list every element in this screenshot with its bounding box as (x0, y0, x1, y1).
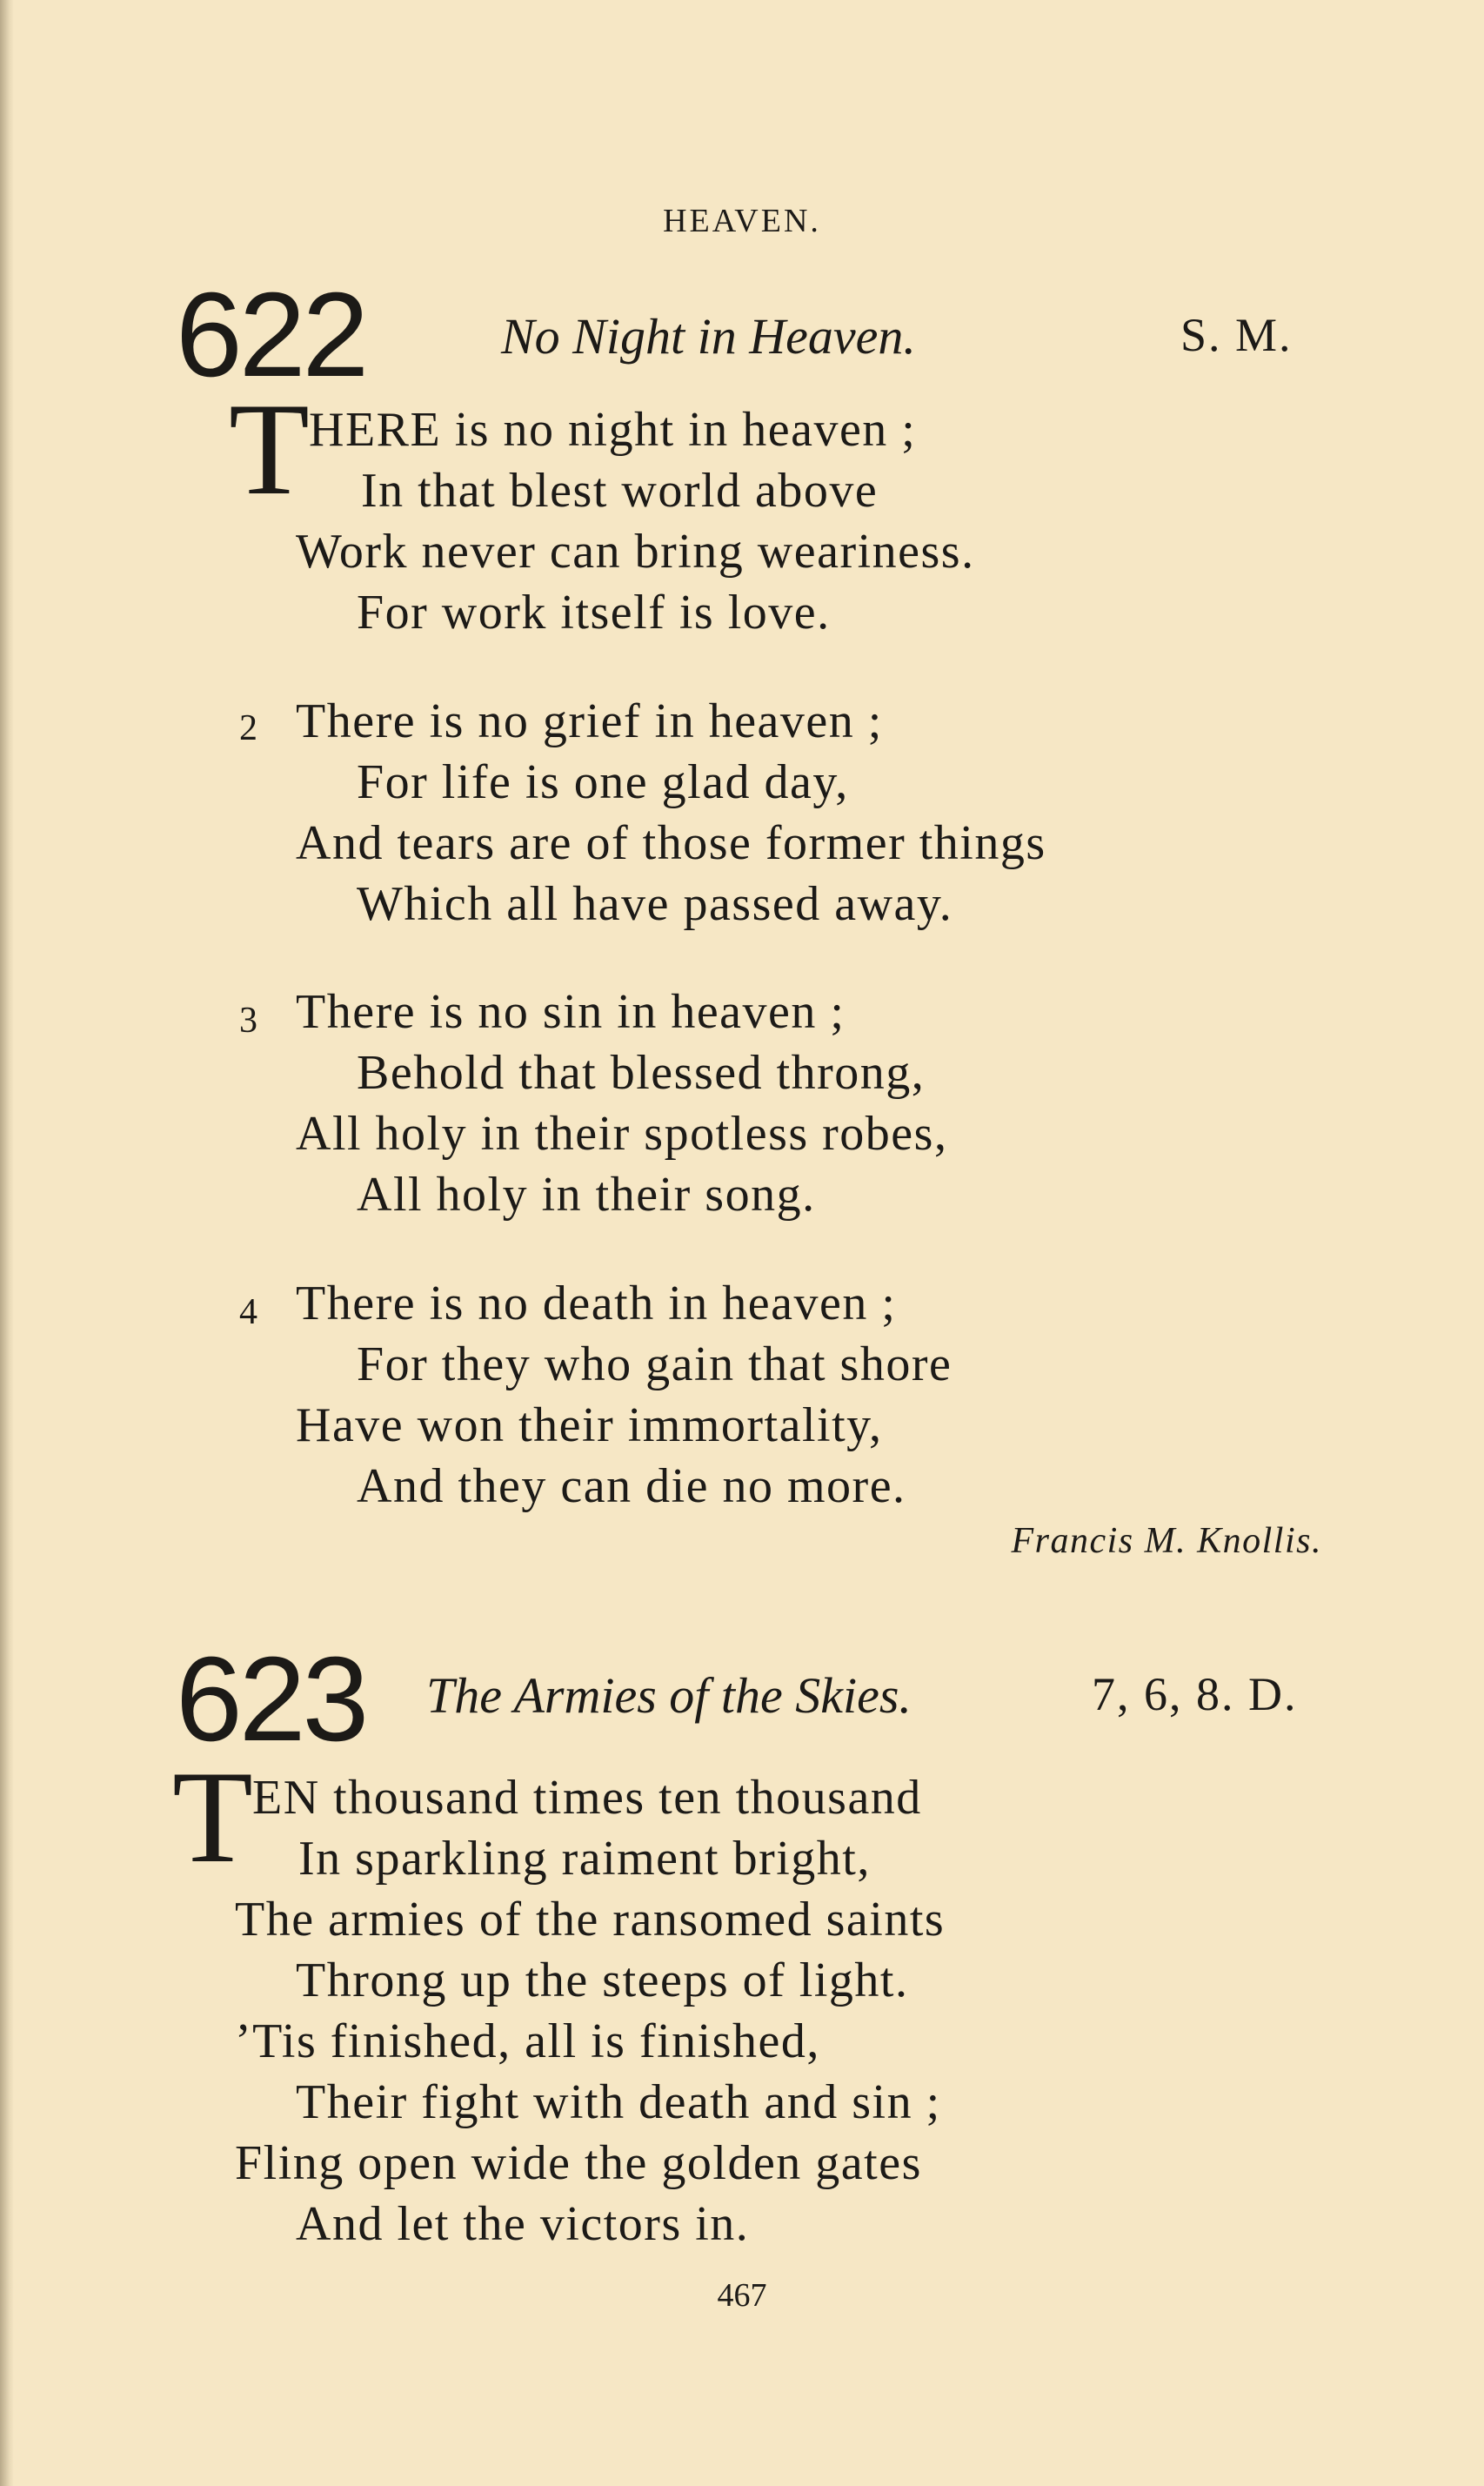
stanza-line: And let the victors in. (296, 2197, 750, 2251)
hymn-meter: S. M. (1180, 309, 1293, 361)
hymn-meter: 7, 6, 8. D. (1092, 1668, 1298, 1720)
verse-number: 3 (239, 1001, 257, 1041)
hymn-number: 622 (176, 268, 366, 402)
drop-cap: T (229, 376, 310, 522)
stanza-line: EN thousand times ten thousand (252, 1771, 922, 1825)
hymn-title: No Night in Heaven. (501, 308, 916, 365)
stanza-line: HERE is no night in heaven ; (309, 403, 917, 457)
stanza-line: Their fight with death and sin ; (296, 2075, 941, 2129)
drop-cap: T (172, 1744, 253, 1890)
book-spine-shadow (0, 0, 14, 2486)
page-number: 467 (717, 2277, 767, 2314)
stanza-line: For life is one glad day, (357, 755, 849, 809)
stanza-line: Throng up the steeps of light. (296, 1953, 909, 2007)
stanza-line: There is no sin in heaven ; (296, 985, 846, 1039)
stanza-line: And they can die no more. (357, 1459, 906, 1513)
stanza-line: Work never can bring weariness. (296, 525, 975, 579)
stanza-line: There is no grief in heaven ; (296, 694, 883, 748)
stanza-line: Behold that blessed throng, (357, 1046, 926, 1100)
hymn-number: 623 (176, 1632, 366, 1766)
hymn-title: The Armies of the Skies. (426, 1667, 912, 1724)
stanza-line: Which all have passed away. (357, 877, 953, 931)
author-attribution: Francis M. Knollis. (1011, 1521, 1322, 1561)
stanza-line: For work itself is love. (357, 586, 831, 640)
verse-number: 2 (239, 708, 257, 748)
stanza-line: And tears are of those former things (296, 816, 1046, 870)
stanza-line: Have won their immortality, (296, 1398, 883, 1452)
stanza-line: ’Tis finished, all is finished, (235, 2014, 820, 2068)
stanza-line: In that blest world above (361, 464, 879, 518)
stanza-line: There is no death in heaven ; (296, 1277, 897, 1330)
verse-number: 4 (239, 1292, 257, 1332)
stanza-line: The armies of the ransomed saints (235, 1893, 946, 1947)
running-head: HEAVEN. (663, 203, 821, 239)
stanza-line: All holy in their song. (357, 1168, 816, 1222)
stanza-line: In sparkling raiment bright, (298, 1832, 871, 1886)
stanza-line: All holy in their spotless robes, (296, 1107, 948, 1161)
stanza-line: Fling open wide the golden gates (235, 2136, 922, 2190)
stanza-line: For they who gain that shore (357, 1337, 953, 1391)
